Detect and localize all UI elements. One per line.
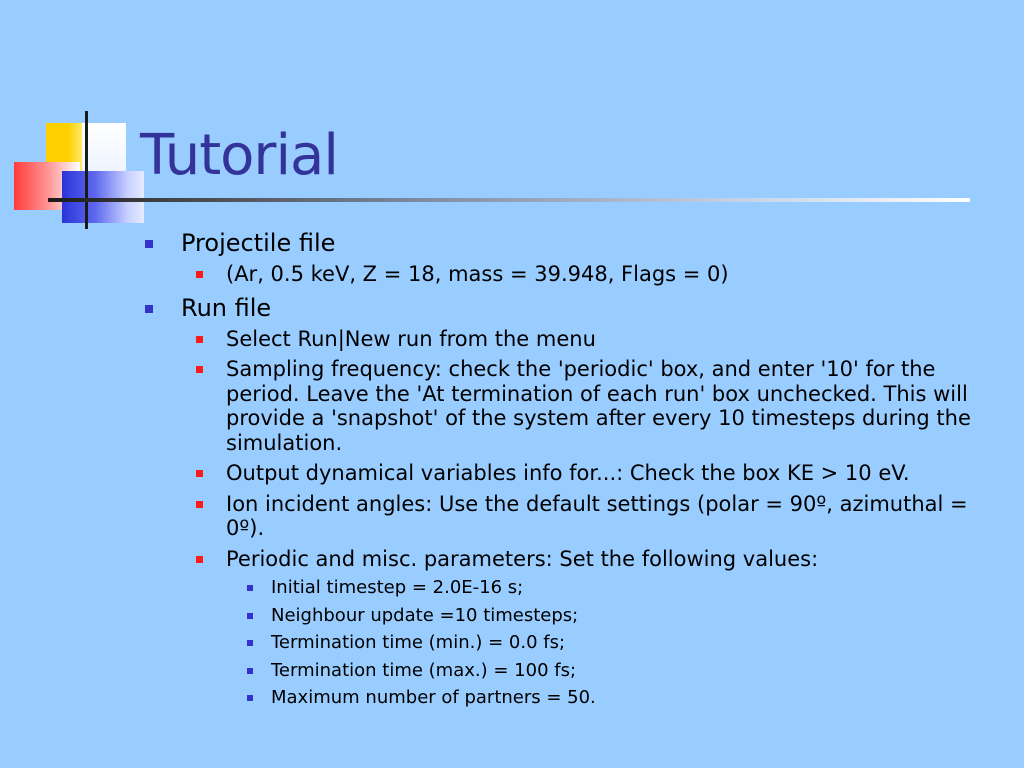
square-bullet-icon: [196, 501, 203, 508]
sub-bullet-incident-angles: [140, 492, 1000, 541]
square-bullet-icon: [247, 640, 253, 646]
param-termination-max: [140, 660, 1000, 682]
square-bullet-icon: [247, 668, 253, 674]
bullet-text: Ion incident angles: Use the default settings (polar = 90º, azimuthal = 0º).: [226, 491, 968, 540]
sub-bullet-periodic-params: [140, 547, 1000, 572]
bullet-text: Periodic and misc. parameters: Set the following values:: [226, 546, 819, 571]
bullet-text: Run file: [181, 293, 272, 322]
param-initial-timestep: [140, 577, 1000, 599]
param-neighbour-update: [140, 605, 1000, 627]
bullet-text: Maximum number of partners = 50.: [271, 687, 596, 708]
square-bullet-icon: [196, 366, 203, 373]
bullet-text: Output dynamical variables info for...: Check the box KE > 10 eV.: [226, 461, 910, 485]
bullet-text: Termination time (min.) = 0.0 fs;: [271, 632, 566, 653]
square-bullet-icon: [196, 336, 203, 343]
square-bullet-icon: [145, 305, 153, 313]
bullet-text: Projectile file: [181, 229, 336, 257]
bullet-run-file: [140, 293, 1000, 323]
square-bullet-icon: [247, 613, 253, 619]
bullet-text: Sampling frequency: check the 'periodic' box, and enter '10' for the period. Leave the 'At termination of each run' box unchecked. This will provide a 'snapshot' of the system after every 10 timesteps during the simulation.: [226, 357, 971, 455]
bullet-text: (Ar, 0.5 keV, Z = 18, mass = 39.948, Flags = 0): [226, 262, 729, 286]
square-bullet-icon: [247, 695, 253, 701]
param-max-partners: [140, 687, 1000, 709]
title-underline-rule: [48, 198, 970, 202]
slide-logo-decoration: [0, 0, 160, 240]
param-termination-min: [140, 632, 1000, 654]
square-bullet-icon: [196, 271, 203, 278]
sub-bullet-select-run: [140, 327, 1000, 352]
bullet-text: Select Run|New run from the menu: [226, 326, 596, 351]
square-bullet-icon: [145, 240, 153, 248]
bullet-text: Termination time (max.) = 100 fs;: [271, 659, 577, 681]
sub-bullet-sampling-frequency: [140, 357, 1000, 455]
vertical-rule-decoration: [85, 111, 88, 229]
slide-body: [140, 228, 1000, 715]
blue-square-decoration: [62, 171, 144, 223]
bullet-text: Neighbour update =10 timesteps;: [271, 604, 579, 626]
square-bullet-icon: [247, 585, 253, 591]
square-bullet-icon: [196, 470, 203, 477]
bullet-text: Initial timestep = 2.0E-16 s;: [271, 577, 524, 598]
sub-bullet-output-variables: [140, 461, 1000, 486]
slide-title: Tutorial: [140, 123, 338, 188]
sub-bullet-projectile-details: [140, 262, 1000, 287]
square-bullet-icon: [196, 556, 203, 563]
bullet-projectile-file: [140, 228, 1000, 258]
white-square-decoration: [82, 123, 126, 171]
